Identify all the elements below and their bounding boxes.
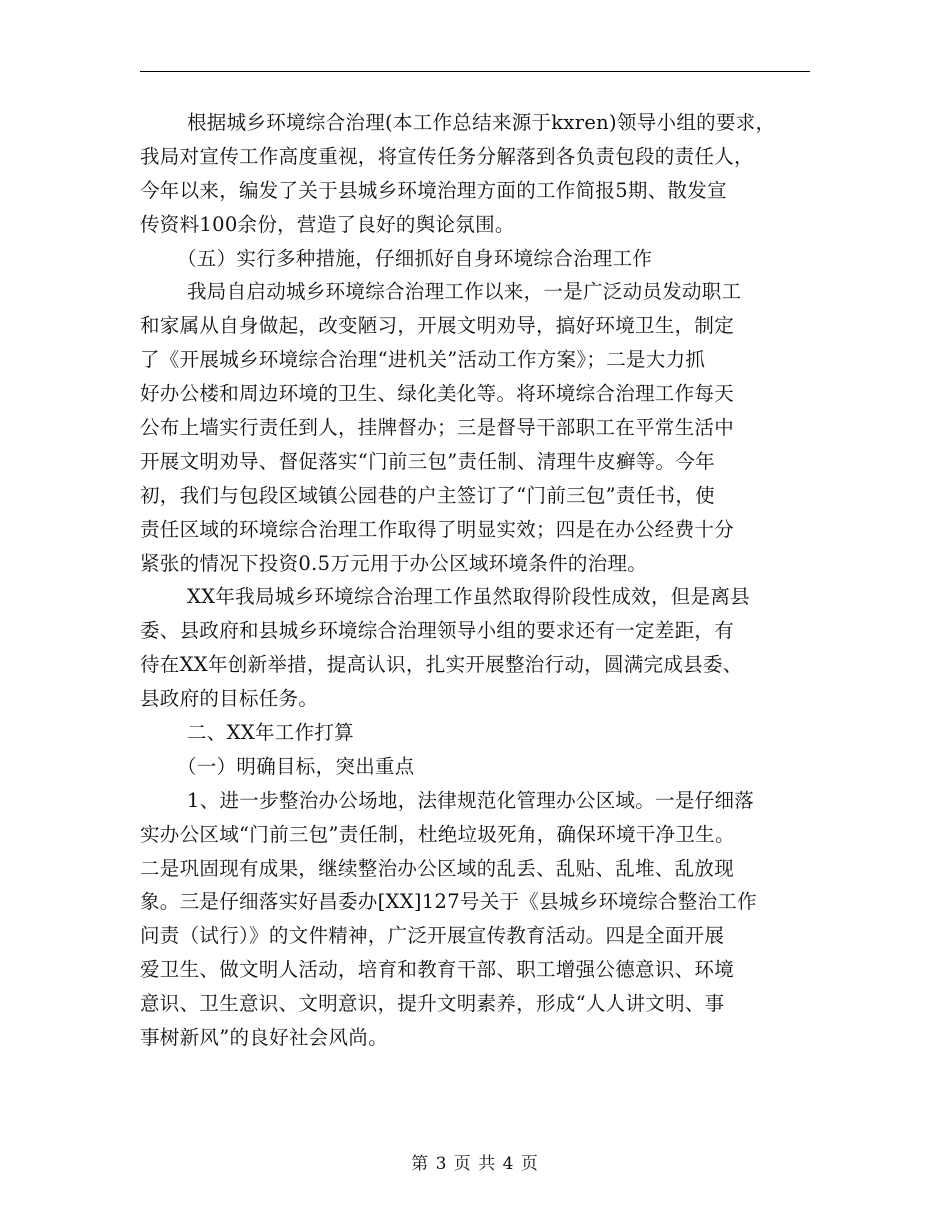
text-line: 意识、卫生意识、文明意识，提升文明素养，形成“人人讲文明、事 bbox=[140, 992, 725, 1016]
text-line: 委、县政府和县城乡环境综合治理领导小组的要求还有一定差距，有 bbox=[140, 619, 735, 643]
text-line: 公布上墙实行责任到人，挂牌督办；三是督导干部职工在平常生活中 bbox=[140, 416, 735, 440]
text-line: 象。三是仔细落实好昌委办[XX]127号关于《县城乡环境综合整治工作 bbox=[140, 890, 757, 914]
text-line: XX年我局城乡环境综合治理工作虽然取得阶段性成效，但是离县 bbox=[187, 585, 750, 609]
text-line: 传资料100余份，营造了良好的舆论氛围。 bbox=[140, 212, 515, 236]
text-line: 我局自启动城乡环境综合治理工作以来，一是广泛动员发动职工 bbox=[187, 280, 742, 304]
text-line: 好办公楼和周边环境的卫生、绿化美化等。将环境综合治理工作每天 bbox=[140, 382, 735, 406]
text-line: 今年以来，编发了关于县城乡环境治理方面的工作简报5期、散发宣 bbox=[140, 178, 727, 202]
text-line: 和家属从自身做起，改变陋习，开展文明劝导，搞好环境卫生，制定 bbox=[140, 314, 735, 338]
text-line: 事树新风”的良好社会风尚。 bbox=[140, 1026, 388, 1050]
text-line: 根据城乡环境综合治理(本工作总结来源于kxren)领导小组的要求， bbox=[187, 111, 776, 134]
section-heading: （五）实行多种措施，仔细抓好自身环境综合治理工作 bbox=[177, 246, 653, 270]
header-rule bbox=[140, 71, 810, 72]
subsection-heading: （一）明确目标，突出重点 bbox=[177, 754, 415, 778]
text-line: 1、进一步整治办公场地，法律规范化管理办公区域。一是仔细落 bbox=[187, 788, 755, 812]
text-line: 我局对宣传工作高度重视，将宣传任务分解落到各负责包段的责任人， bbox=[140, 144, 754, 168]
text-line: 待在XX年创新举措，提高认识，扎实开展整治行动，圆满完成县委、 bbox=[140, 653, 743, 677]
page-number: 第 3 页 共 4 页 bbox=[411, 1154, 539, 1174]
document-body bbox=[140, 106, 830, 1055]
text-line: 开展文明劝导、督促落实“门前三包”责任制、清理牛皮癣等。今年 bbox=[140, 449, 715, 473]
text-line: 县政府的目标任务。 bbox=[140, 687, 319, 711]
text-line: 爱卫生、做文明人活动，培育和教育干部、职工增强公德意识、环境 bbox=[140, 958, 735, 982]
text-line: 初，我们与包段区域镇公园巷的户主签订了“门前三包”责任书，使 bbox=[140, 483, 715, 507]
text-line: 实办公区域“门前三包”责任制，杜绝垃圾死角，确保环境干净卫生。 bbox=[140, 822, 735, 846]
section-heading: 二、XX年工作打算 bbox=[187, 721, 354, 745]
text-line: 二是巩固现有成果，继续整治办公区域的乱丢、乱贴、乱堆、乱放现 bbox=[140, 856, 735, 880]
text-line: 了《开展城乡环境综合治理“进机关”活动工作方案》；二是大力抓 bbox=[140, 348, 706, 372]
text-line: 责任区域的环境综合治理工作取得了明显实效；四是在办公经费十分 bbox=[140, 517, 735, 541]
text-line: 问责（试行）》的文件精神，广泛开展宣传教育活动。四是全面开展 bbox=[140, 924, 725, 948]
text-line: 紧张的情况下投资0.5万元用于办公区域环境条件的治理。 bbox=[140, 551, 648, 575]
